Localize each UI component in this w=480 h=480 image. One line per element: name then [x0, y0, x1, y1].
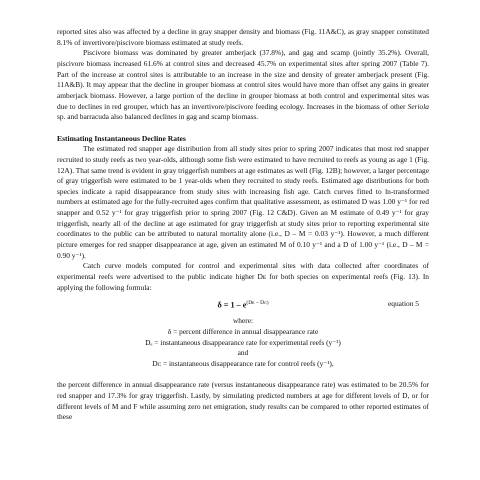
- paragraph-age-distribution: The estimated red snapper age distribution from all study sites prior to spring 2007 indicates that most red snapper recruited to study reefs as two year-olds, although some fish were estimated to have recruited to reefs as young as age 1 (Fig. 12A). That same trend is evident in gray triggerfish numbers at age estimates as well (Fig. 12B); however, a larger percentage of gray triggerfish were estimated to be 1 year-olds when they recruited to study reefs. Estimated age distributions for both species indicate a rapid disappearance from study sites with increasing fish age. Catch curves fitted to ln-transformed numbers at estimated age for the fully-recruited ages confirm that qualitative assessment, as estimated D was 1.00 y⁻¹ for red snapper and 0.52 y⁻¹ for gray triggerfish prior to spring 2007 (Fig. 12 C&D). Given an M estimate of 0.49 y⁻¹ for gray triggerfish, nearly all of the decline at age estimated for gray triggerfish at study sites prior to reporting experimental site coordinates to the public can be attributed to natural mortality alone (i.e., D – M = 0.03 y⁻¹). However, a much different picture emerges for red snapper disappearance at age, given an estimated M of 0.10 y⁻¹ and a D of 1.00 y⁻¹ (i.e., D – M = 0.90 y⁻¹).: [57, 144, 429, 260]
- document-page: [57, 27, 429, 423]
- equation-lhs: δ = 1 – e: [217, 301, 247, 311]
- piscivore-text-b: sp. and barracuda also balanced declines in gag and scamp biomass.: [57, 112, 259, 122]
- spacer: [57, 123, 429, 134]
- spacer-2: [57, 370, 429, 381]
- equation-5: [57, 296, 429, 310]
- piscivore-text-a: Piscivore biomass was dominated by greater amberjack (37.8%), and gag and scamp (jointly 35.2%). Overall, piscivore biomass increased 61.6% at control sites and decreased 45.7% on experimental sites after spring 2007 (Table 7). Part of the increase at control sites is attributable to an increase in the size and density of greater amberjack present (Fig. 11A&B). It may appear that the decline in grouper biomass at control sites would have more than offset any gains in greater amberjack biomass. However, a large portion of the decline in grouper biomass at both control and experimental sites was due to declines in red grouper, which has an invertivore/piscivore feeding ecology. Increases in the biomass of other: [57, 48, 429, 111]
- definition-dc: Dᴄ = instantaneous disappearance rate for control reefs (y⁻¹),: [152, 359, 334, 369]
- definition-de: Dₑ = instantaneous disappearance rate for experimental reefs (y⁻¹): [145, 337, 341, 347]
- genus-seriola: Seriola: [407, 101, 429, 111]
- paragraph-catch-curve: Catch curve models computed for control and experimental sites with data collected after coordinates of experimental reefs were advertised to the public indicate higher Dᴇ for both species on experimental reefs (Fig. 13). In applying the following formula:: [57, 261, 429, 292]
- paragraph-reported-sites: reported sites also was affected by a decline in gray snapper density and biomass (Fig. 11A&C), as gray snapper constituted 8.1% of invertivore/piscivore biomass estimated at study reefs.: [57, 27, 429, 47]
- equation-exponent: (Dᴇ – Dᴄ): [246, 300, 269, 307]
- definition-where: where:: [232, 316, 254, 326]
- paragraph-closing: the percent difference in annual disappearance rate (versus instantaneous disappearance rate) was estimated to be 20.5% for red snapper and 17.3% for gray triggerfish. Lastly, by simulating predicted numbers at age for different levels of D, or for different levels of M and F while assuming zero net emigration, study results can be compared to other reported estimates of these: [57, 380, 429, 422]
- equation-label: equation 5: [388, 299, 419, 309]
- equation-formula: [57, 298, 429, 311]
- definition-delta: δ = percent difference in annual disappearance rate: [167, 327, 319, 337]
- paragraph-piscivore-biomass: [57, 48, 429, 123]
- equation-definitions: [57, 316, 429, 369]
- definition-and: and: [237, 348, 249, 358]
- section-heading: Estimating Instantaneous Decline Rates: [57, 133, 186, 143]
